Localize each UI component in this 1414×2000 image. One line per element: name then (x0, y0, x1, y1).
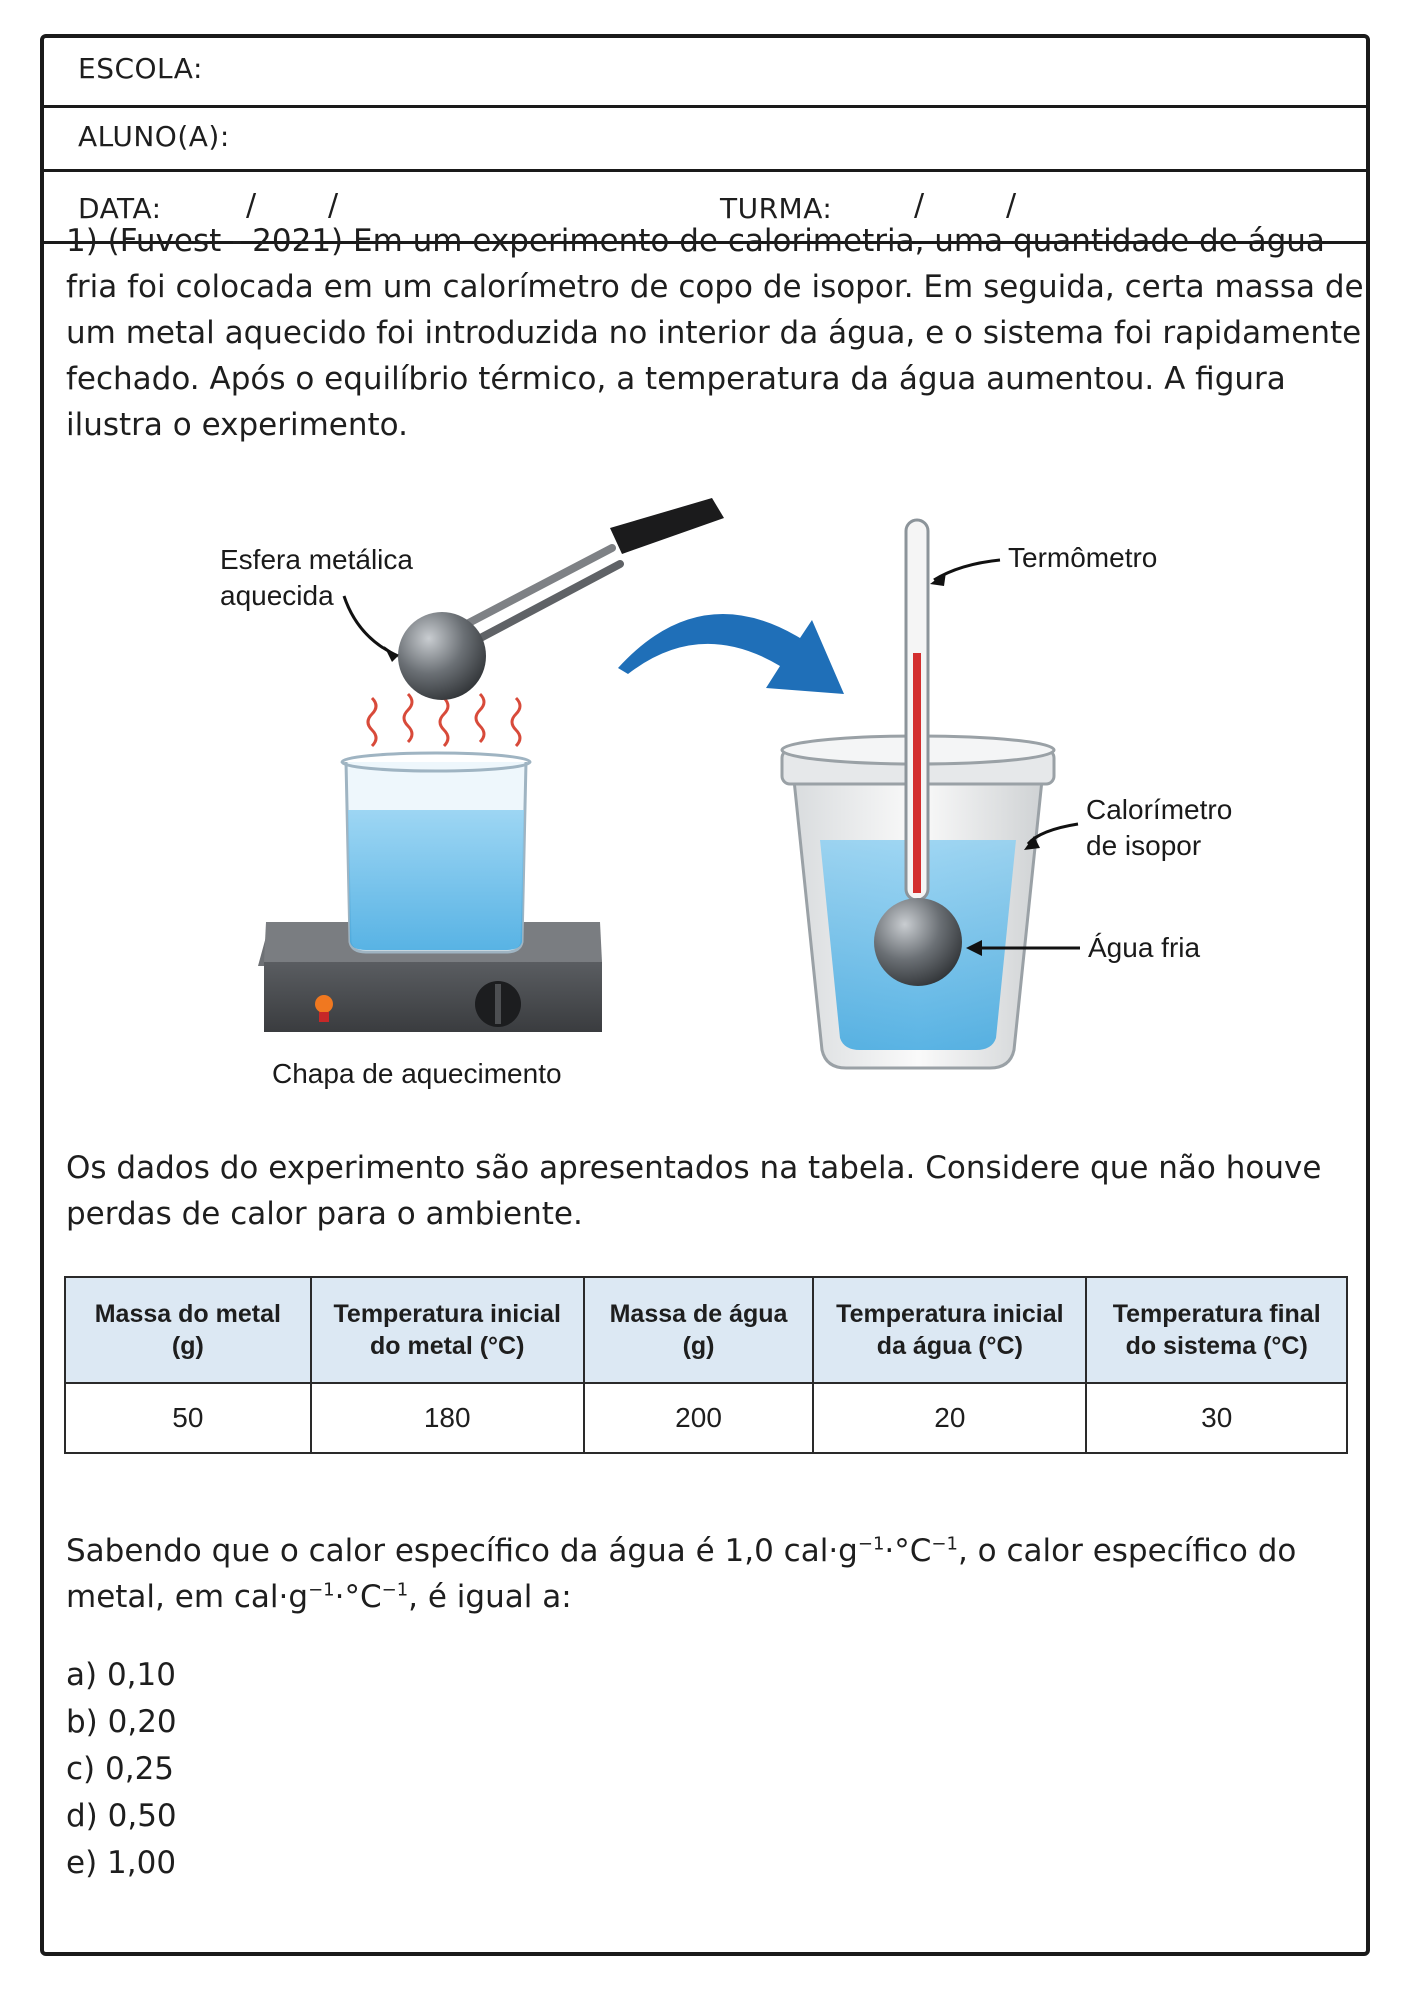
answer-options (66, 1652, 177, 1887)
cell-water-temp: 20 (813, 1383, 1086, 1453)
question-stem: Sabendo que o calor específico da água é 1,0 $cal\cdot g^{-1}\cdot^\circ C^{-1}$, o calor específico do metal, em $cal\cdot g^{-1}\cdot^\circ C^{-1}$, é igual a: (66, 1533, 1297, 1615)
option-a[interactable]: a) 0,10 (66, 1657, 176, 1693)
student-label: ALUNO(A): (78, 120, 230, 153)
calorimeter-label (1086, 792, 1232, 864)
beaker (342, 753, 530, 952)
calorimeter-label-line2: de isopor (1086, 830, 1202, 861)
table-row (65, 1383, 1347, 1453)
option-c[interactable]: c) 0,25 (66, 1751, 175, 1787)
class-slash-1: / (914, 188, 925, 223)
water-label: Água fria (1088, 932, 1201, 963)
transfer-arrow-icon (618, 614, 844, 694)
cell-metal-mass: 50 (65, 1383, 311, 1453)
class-label: TURMA: (720, 192, 833, 225)
calorimeter-label-line1: Calorímetro (1086, 794, 1233, 825)
power-light-icon (315, 995, 333, 1013)
option-d[interactable]: d) 0,50 (66, 1798, 177, 1834)
school-label: ESCOLA: (78, 52, 203, 85)
question-text: 1) (Fuvest - 2021) Em um experimento de calorimetria, uma quantidade de água fria foi colocada em um calorímetro de copo de isopor. Em seguida, certa massa de um metal aquecido foi introduzida no interior da água, e o sistema foi rapidamente fechado. Após o equilíbrio térmico, a temperatura da água aumentou. A figura ilustra o experimento. (66, 223, 1364, 443)
option-e[interactable]: e) 1,00 (66, 1845, 177, 1881)
cell-final-temp: 30 (1086, 1383, 1347, 1453)
cell-water-mass: 200 (584, 1383, 814, 1453)
heat-waves (368, 694, 520, 746)
heated-sphere (398, 612, 486, 700)
student-row (44, 108, 1366, 172)
sphere-label-line1: Esfera metálica (220, 544, 413, 575)
thermometer (906, 520, 928, 900)
date-label: DATA: (78, 192, 162, 225)
sphere-label-line2: aquecida (220, 580, 334, 611)
header-final-temp: Temperatura final do sistema (°C) (1086, 1277, 1347, 1383)
thermometer-label: Termômetro (1008, 542, 1158, 573)
option-b[interactable]: b) 0,20 (66, 1704, 177, 1740)
sphere-label (220, 542, 413, 614)
data-table (64, 1276, 1348, 1454)
cell-metal-temp: 180 (311, 1383, 584, 1453)
experiment-figure (140, 488, 1270, 1108)
sphere-in-water (874, 898, 962, 986)
header-water-mass: Massa de água (g) (584, 1277, 814, 1383)
header-water-temp: Temperatura inicial da água (°C) (813, 1277, 1086, 1383)
date-slash-1: / (246, 188, 257, 223)
table-intro: Os dados do experimento são apresentados na tabela. Considere que não houve perdas de calor para o ambiente. (66, 1150, 1322, 1232)
class-slash-2: / (1006, 188, 1017, 223)
header-metal-temp: Temperatura inicial do metal (°C) (311, 1277, 584, 1383)
hotplate-label: Chapa de aquecimento (272, 1058, 562, 1089)
header-metal-mass: Massa do metal (g) (65, 1277, 311, 1383)
school-row (44, 38, 1366, 108)
date-slash-2: / (328, 188, 339, 223)
table-header-row (65, 1277, 1347, 1383)
